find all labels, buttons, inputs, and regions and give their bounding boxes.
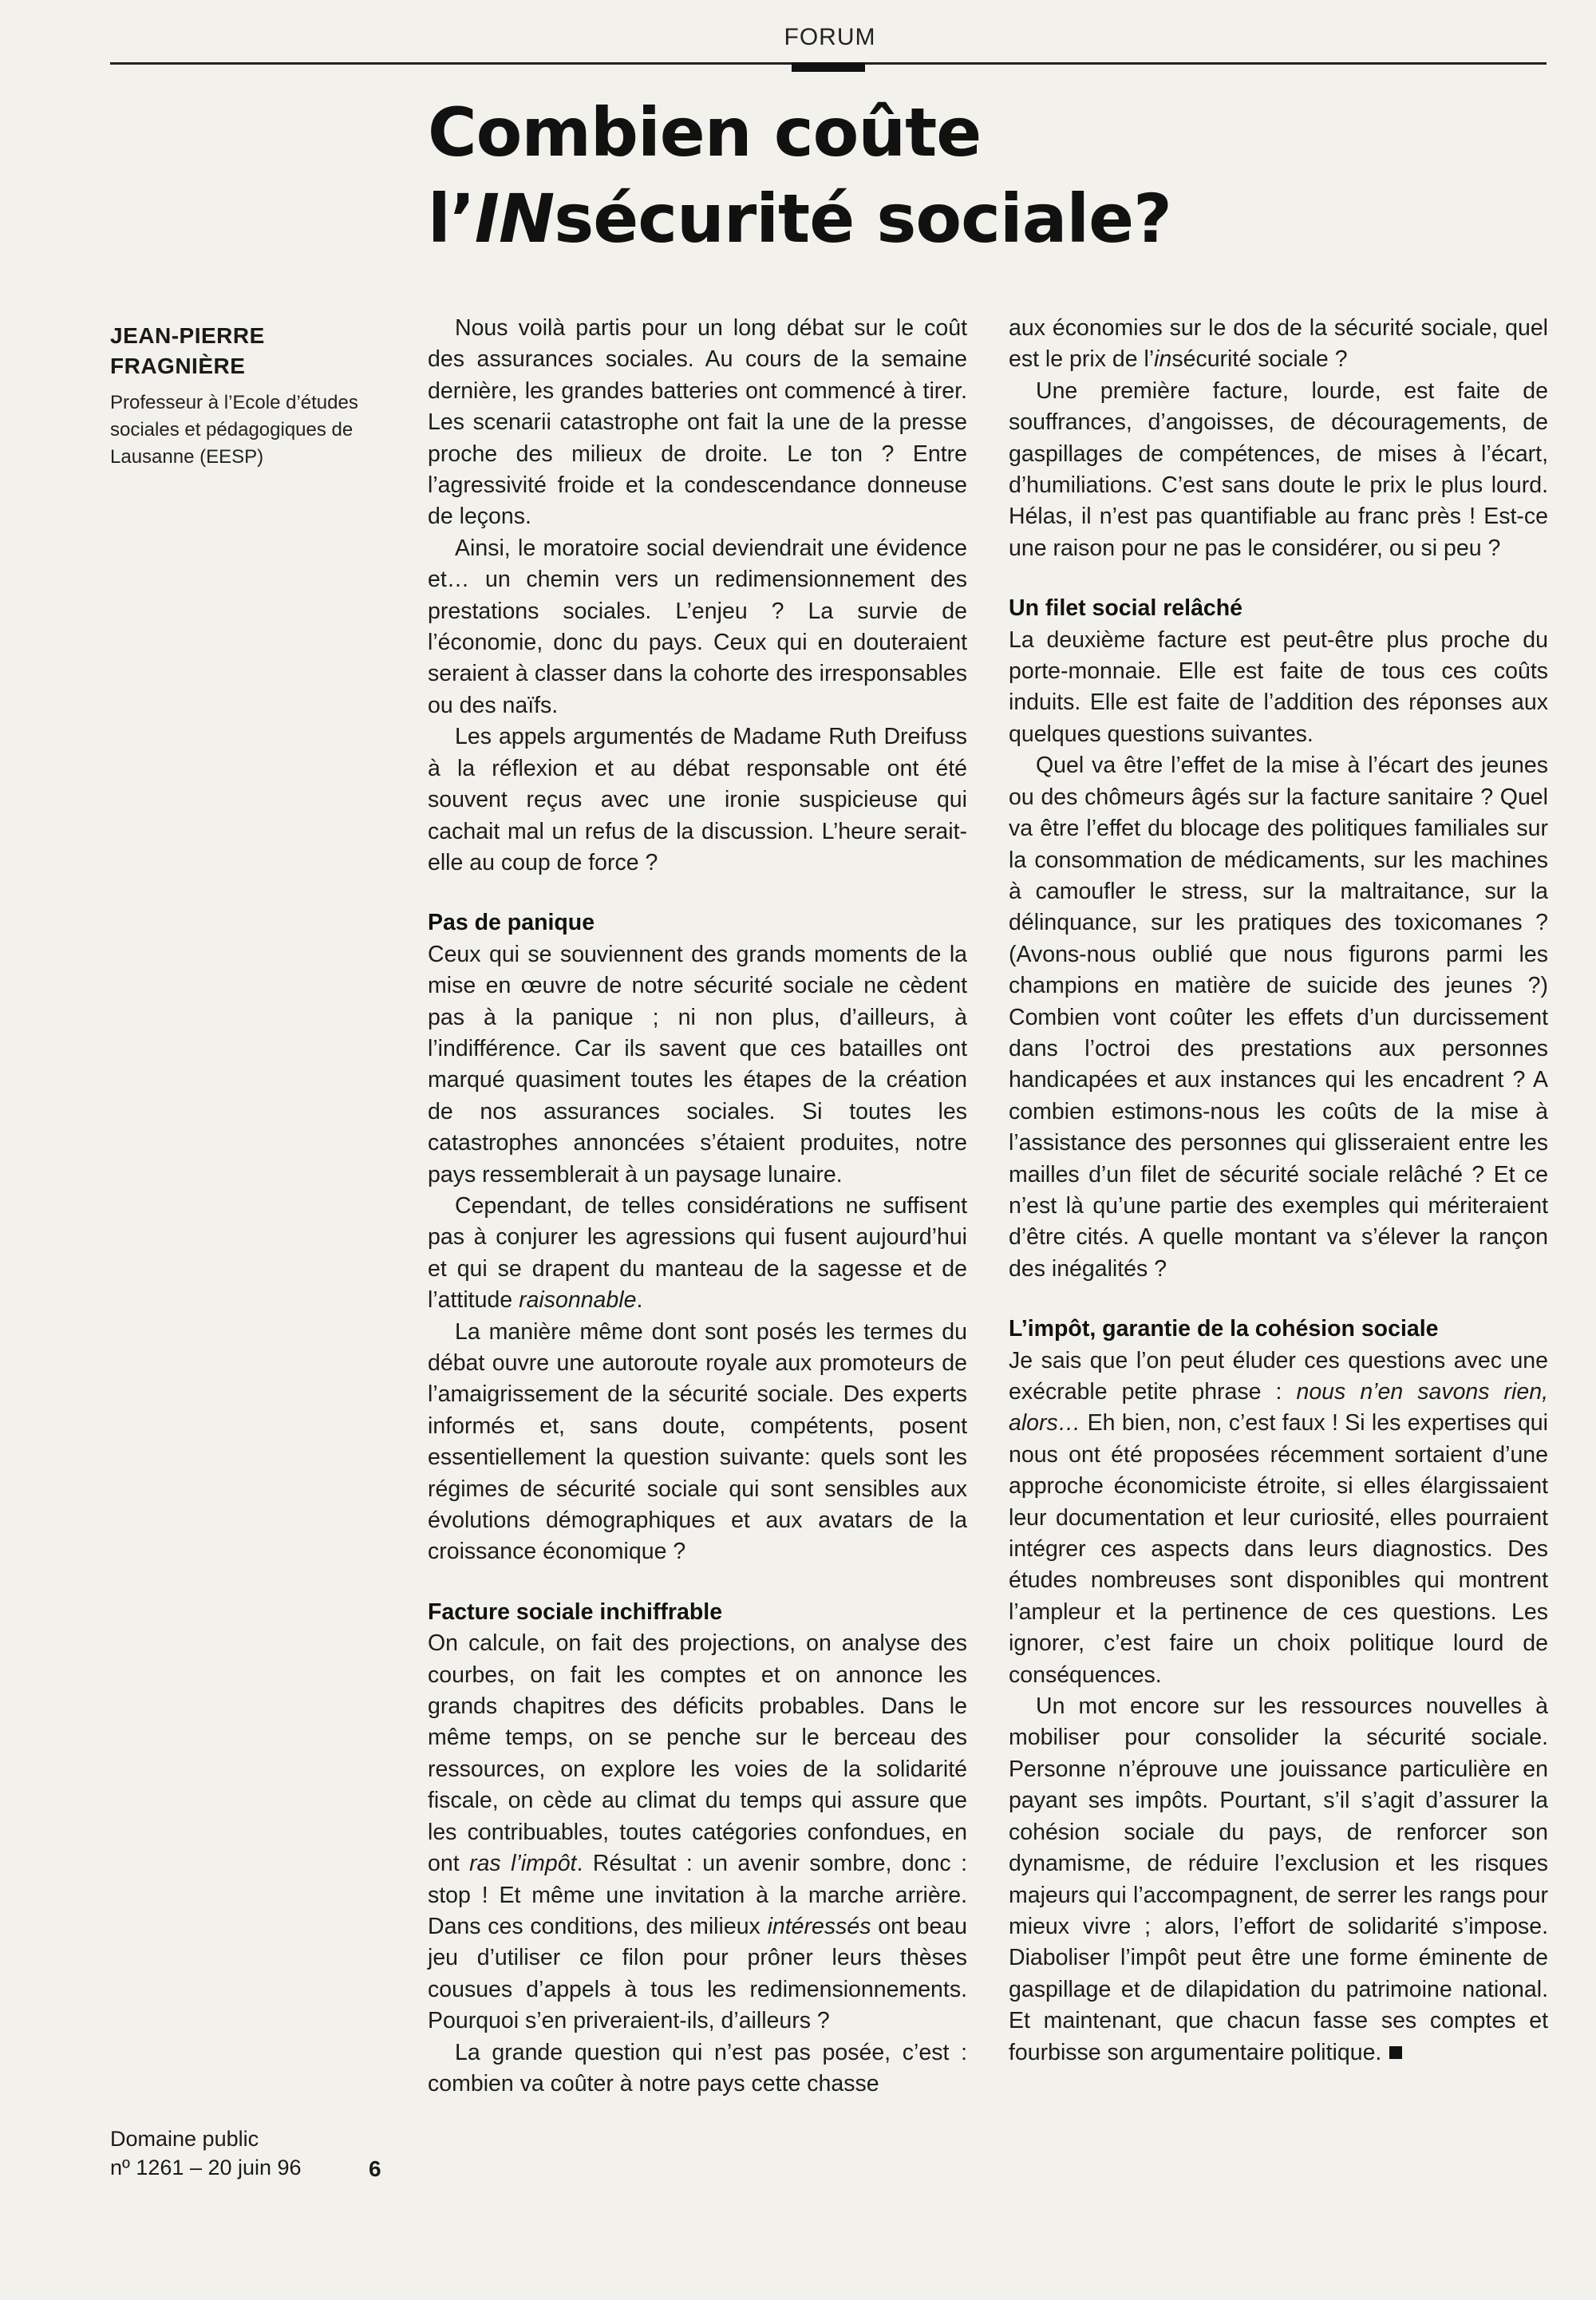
paragraph: Ainsi, le moratoire social deviendrait une évidence et… un chemin vers un redimensionnement des prestations sociales. L’enjeu ? La survie de l’économie, donc du pays. Ceux qui en douteraient seraient à classer dans la cohorte des irresponsables ou des naïfs. <box>428 535 967 718</box>
emphasis: nous n’en savons rien, alors… <box>1009 1379 1549 1437</box>
paragraph <box>428 1628 967 2037</box>
subheading: Pas de panique <box>428 910 595 936</box>
author-block <box>110 321 365 471</box>
title-line-1: Combien coûte <box>428 93 982 172</box>
text-run: Un mot encore sur les ressources nouvelles à mobiliser pour consolider la sécurité sociale. Personne n’éprouve une jouissance particulière en payant ses impôts. Pourtant, s’il s’agit d’assurer la cohésion sociale du pays, de renforcer son dynamisme, de réduire l’exclusion et les risques majeurs qui l’accompagnent, de serrer les rangs pour mieux vivre ; alors, l’effort de solidarité s’impose. Diaboliser l’impôt peut être une forme éminente de gaspillage et de dilapidation du patrimoine national. Et maintenant, que chacun fasse ses comptes et fourbisse son argumentaire politique. <box>1009 1693 1548 2065</box>
article-column-1 <box>428 313 967 2100</box>
end-of-article-mark <box>1389 2046 1402 2059</box>
publication-footer <box>110 2124 365 2182</box>
title-line-2-italic: IN <box>474 180 555 258</box>
publication-issue: nº 1261 – 20 juin 96 <box>110 2156 302 2179</box>
subheading: Facture sociale inchiffrable <box>428 1599 723 1625</box>
title-line-2-prefix: l’ <box>428 180 475 258</box>
paragraph <box>1009 1691 1548 2069</box>
text-run: . <box>636 1287 643 1314</box>
text-run: ont beau jeu d’utiliser ce filon pour prôner leurs thèses cousues d’appels à tous les redimensionnements. Pourquoi s’en priveraient-ils, d’ailleurs ? <box>428 1913 967 2034</box>
paragraph <box>1009 313 1548 376</box>
header-tab-mark <box>792 62 865 72</box>
text-run: Je sais que l’on peut éluder ces questions avec une exécrable petite phrase : <box>1009 1347 1548 1405</box>
section-label: FORUM <box>784 24 876 50</box>
paragraph: La grande question qui n’est pas posée, c’est : combien va coûter à notre pays cette chasse <box>428 2039 967 2096</box>
paragraph: Nous voilà partis pour un long débat sur le coût des assurances sociales. Au cours de la semaine dernière, les grandes batteries ont commencé à tirer. Les scenarii catastrophe ont fait la une de la presse proche des milieux de droite. Le ton ? Entre l’agressivité froide et la condescendance donneuse de leçons. <box>428 315 967 530</box>
paragraph: Ceux qui se souviennent des grands moments de la mise en œuvre de notre sécurité sociale ne cèdent pas à la panique ; ni non plus, d’ailleurs, à l’indifférence. Car ils savent que ces batailles ont marqué quasiment toutes les étapes de la création de nos assurances sociales. Si toutes les catastrophes annoncées s’étaient produites, notre pays ressemblerait à un paysage lunaire. <box>428 941 967 1188</box>
text-run: aux économies sur le dos de la sécurité sociale, quel est le prix de l’ <box>1009 315 1548 373</box>
title-line-2-suffix: sécurité sociale? <box>554 180 1171 258</box>
emphasis: ras l’impôt <box>469 1851 577 1877</box>
page-number: 6 <box>369 2156 381 2181</box>
subheading: L’impôt, garantie de la cohésion sociale <box>1009 1316 1439 1342</box>
paragraph: Une première facture, lourde, est faite de souffrances, d’angoisses, de découragements, de gaspillages de compétences, de mises à l’écart, d’humiliations. C’est sans doute le prix le plus lourd. Hélas, il n’est pas quantifiable au franc près ! Est-ce une raison pour ne pas le considérer, ou si peu ? <box>1009 377 1548 561</box>
paragraph <box>428 1191 967 1317</box>
paragraph: Quel va être l’effet de la mise à l’écart des jeunes ou des chômeurs âgés sur la facture sanitaire ? Quel va être l’effet du blocage des politiques familiales sur la consommation de médicaments, sur les machines à camoufler le stress, sur la maltraitance, sur la délinquance, sur les pratiques des toxicomanes ? (Avons-nous oublié que nous figurons parmi les champions en matière de suicide des jeunes ?) Combien vont coûter les effets d’un durcissement dans l’octroi des prestations aux personnes handicapées et aux instances qui les encadrent ? A combien estimons-nous les coûts de la mise à l’assistance des personnes qui glisseraient entre les mailles d’un filet de sécurité sociale relâché ? Et ce n’est là qu’une partie des exemples qui mériteraient d’être cités. A quelle montant va s’élever la rançon des inégalités ? <box>1009 753 1548 1282</box>
paragraph: La deuxième facture est peut-être plus proche du porte-monnaie. Elle est faite de tous ces coûts induits. Elle est faite de l’addition des réponses aux quelques questions suivantes. <box>1009 626 1548 747</box>
author-name-line-1: JEAN-PIERRE <box>110 323 265 348</box>
publication-name: Domaine public <box>110 2127 259 2151</box>
text-run: . Résultat : un avenir sombre, donc : stop ! Et même une invitation à la marche arrière. Dans ces conditions, des milieux <box>428 1851 968 1939</box>
article-column-2 <box>1009 313 1548 2069</box>
author-bio: Professeur à l’Ecole d’études sociales et pédagogiques de Lausanne (EESP) <box>110 392 358 468</box>
text-run: sécurité sociale ? <box>1171 346 1348 373</box>
author-name <box>110 321 365 381</box>
text-run: On calcule, on fait des projections, on analyse des courbes, on fait les comptes et on annonce les grands chapitres des déficits probables. Dans le même temps, on se penche sur le berceau des ressources, on explore les voies de la solidarité fiscale, on cède au climat du temps qui assure que les contribuables, toutes catégories confondues, en ont <box>428 1630 967 1877</box>
article-title <box>428 89 1545 262</box>
emphasis: in <box>1154 346 1172 373</box>
text-run: Cependant, de telles considérations ne suffisent pas à conjurer les agressions qui fusent aujourd’hui et qui se drapent du manteau de la sagesse et de l’attitude <box>428 1192 967 1314</box>
subheading: Un filet social relâché <box>1009 595 1243 622</box>
paragraph <box>1009 1346 1548 1691</box>
text-run: Eh bien, non, c’est faux ! Si les expertises qui nous ont été proposées récemment sortaient d’une approche économiciste étroite, si elles élargissaient leur documentation et leur curiosité, elles pourraient intégrer ces aspects dans leurs diagnostics. Des études nombreuses sont disponibles qui montrent l’ampleur et la pertinence de ces questions. Les ignorer, c’est faire un choix politique lourd de conséquences. <box>1009 1410 1548 1688</box>
paragraph: Les appels argumentés de Madame Ruth Dreifuss à la réflexion et au débat responsable ont été souvent reçus avec une ironie suspicieuse qui cachait mal un refus de la discussion. L’heure serait-elle au coup de force ? <box>428 724 967 875</box>
emphasis: raisonnable <box>519 1287 637 1314</box>
paragraph: La manière même dont sont posés les termes du débat ouvre une autoroute royale aux promoteurs de l’amaigrissement de la sécurité sociale. Des experts informés et, sans doute, compétents, posent essentiellement la question suivante: quels sont les régimes de sécurité sociale qui sont sensibles aux évolutions démographiques et aux avatars de la croissance économique ? <box>428 1318 967 1565</box>
author-name-line-2: FRAGNIÈRE <box>110 354 246 378</box>
emphasis: intéressés <box>767 1913 871 1939</box>
